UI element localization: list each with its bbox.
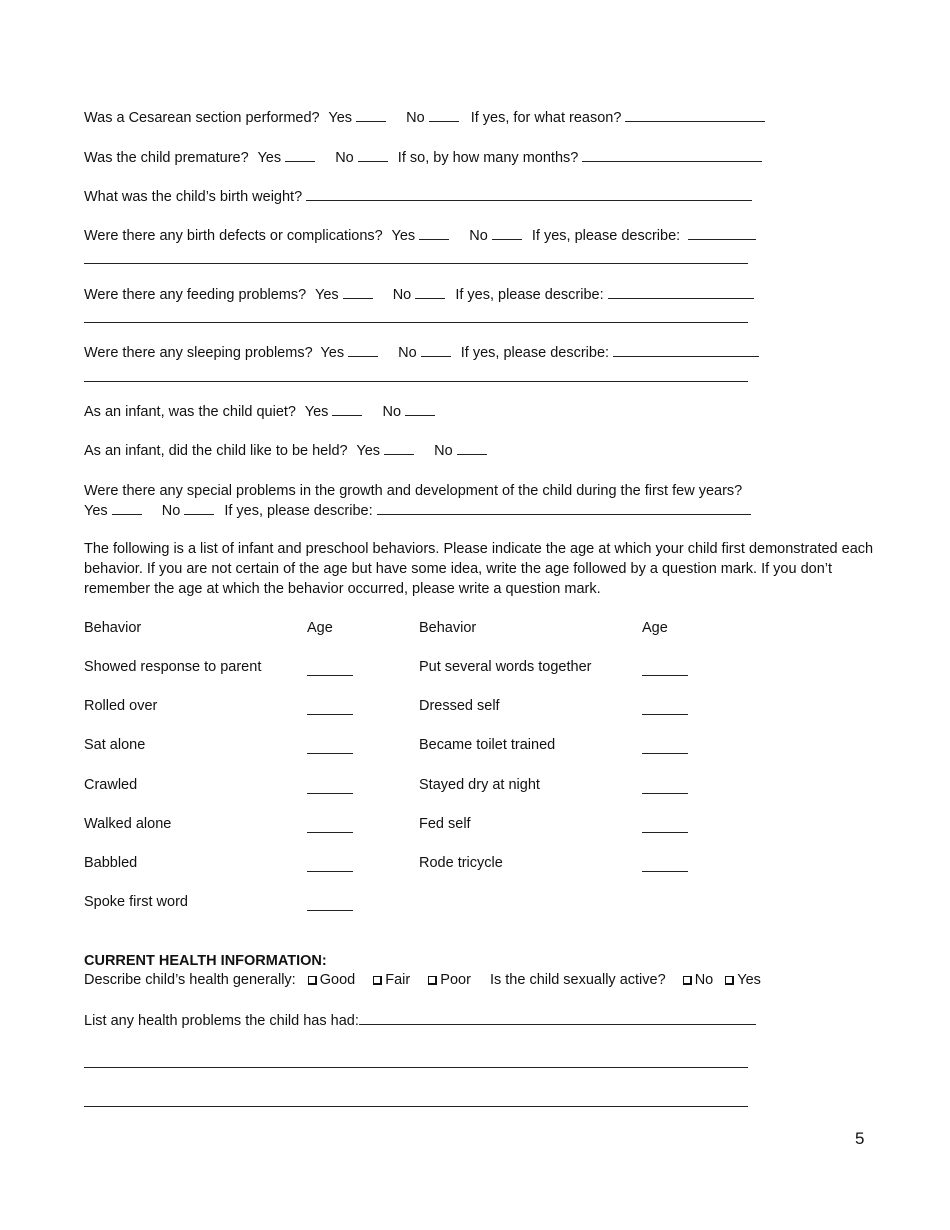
page-number: 5 xyxy=(855,1129,865,1148)
health-good-option[interactable]: Good xyxy=(308,972,355,988)
premature-no-field[interactable] xyxy=(358,148,388,162)
age-field[interactable] xyxy=(642,674,688,676)
feeding-describe-line[interactable] xyxy=(84,321,748,323)
behavior-item: Became toilet trained xyxy=(419,737,556,753)
behavior-header-left: Behavior xyxy=(84,620,142,636)
age-field[interactable] xyxy=(307,909,353,911)
feeding-no-field[interactable] xyxy=(415,285,445,299)
health-fair-option[interactable]: Fair xyxy=(373,972,410,988)
quiet-question: As an infant, was the child quiet? Yes No xyxy=(84,402,435,422)
defects-describe-line[interactable] xyxy=(84,262,748,264)
checkbox-icon[interactable] xyxy=(308,976,317,985)
cesarean-yes-field[interactable] xyxy=(356,108,386,122)
health-poor-option[interactable]: Poor xyxy=(428,972,471,988)
defects-describe-field[interactable] xyxy=(688,226,756,240)
age-field[interactable] xyxy=(307,792,353,794)
feeding-question: Were there any feeding problems? Yes No If yes, please describe: xyxy=(84,285,754,305)
premature-months-field[interactable] xyxy=(582,148,762,162)
health-describe-row: Describe child’s health generally: Good Fair Poor Is the child sexually active? No Yes xyxy=(84,972,761,988)
behavior-item: Fed self xyxy=(419,816,471,832)
feeding-yes-field[interactable] xyxy=(343,285,373,299)
defects-no-field[interactable] xyxy=(492,226,522,240)
age-header-left: Age xyxy=(307,620,333,636)
behavior-header-right: Behavior xyxy=(419,620,477,636)
premature-yes-field[interactable] xyxy=(285,148,315,162)
age-field[interactable] xyxy=(642,792,688,794)
sleeping-yes-field[interactable] xyxy=(348,343,378,357)
behavior-item: Crawled xyxy=(84,777,138,793)
behavior-item: Dressed self xyxy=(419,698,500,714)
behavior-item: Stayed dry at night xyxy=(419,777,540,793)
cesarean-reason-field[interactable] xyxy=(625,108,765,122)
checkbox-icon[interactable] xyxy=(725,976,734,985)
sleeping-describe-line[interactable] xyxy=(84,380,748,382)
behavior-item: Babbled xyxy=(84,855,138,871)
sleeping-describe-field[interactable] xyxy=(613,343,759,357)
defects-yes-field[interactable] xyxy=(419,226,449,240)
age-field[interactable] xyxy=(642,752,688,754)
behavior-item: Put several words together xyxy=(419,659,592,675)
health-problems-field[interactable] xyxy=(359,1011,756,1025)
defects-question: Were there any birth defects or complications? Yes No If yes, please describe: xyxy=(84,226,756,246)
special-question: Were there any special problems in the growth and development of the child during the first few years? xyxy=(84,483,743,499)
special-answer-row: Yes No If yes, please describe: xyxy=(84,501,751,521)
quiet-yes-field[interactable] xyxy=(332,402,362,416)
birth-weight-question: What was the child’s birth weight? xyxy=(84,187,752,207)
special-yes-field[interactable] xyxy=(112,501,142,515)
age-field[interactable] xyxy=(642,831,688,833)
special-describe-field[interactable] xyxy=(377,501,751,515)
behavior-item: Spoke first word xyxy=(84,894,188,910)
behavior-item: Sat alone xyxy=(84,737,146,753)
behavior-item: Rode tricycle xyxy=(419,855,503,871)
sexual-yes-option[interactable]: Yes xyxy=(725,972,761,988)
checkbox-icon[interactable] xyxy=(373,976,382,985)
checkbox-icon[interactable] xyxy=(683,976,692,985)
birth-weight-field[interactable] xyxy=(306,187,752,201)
premature-question: Was the child premature? Yes No If so, by how many months? xyxy=(84,148,762,168)
sleeping-no-field[interactable] xyxy=(421,343,451,357)
health-problems-row: List any health problems the child has had: xyxy=(84,1011,756,1031)
feeding-describe-field[interactable] xyxy=(608,285,754,299)
age-field[interactable] xyxy=(642,713,688,715)
age-field[interactable] xyxy=(307,870,353,872)
age-field[interactable] xyxy=(307,831,353,833)
age-header-right: Age xyxy=(642,620,668,636)
cesarean-no-field[interactable] xyxy=(429,108,459,122)
sexual-no-option[interactable]: No xyxy=(683,972,714,988)
health-problems-line[interactable] xyxy=(84,1066,748,1068)
quiet-no-field[interactable] xyxy=(405,402,435,416)
checkbox-icon[interactable] xyxy=(428,976,437,985)
held-no-field[interactable] xyxy=(457,441,487,455)
special-no-field[interactable] xyxy=(184,501,214,515)
cesarean-question: Was a Cesarean section performed? Yes No If yes, for what reason? xyxy=(84,108,765,128)
behavior-instructions: The following is a list of infant and preschool behaviors. Please indicate the age at which your child first demonstrated each behavior. If you are not certain of the age but have some idea, write the age followed by a question mark. If you don’t remember the age at which the behavior occurred, please write a question mark. xyxy=(84,541,874,597)
age-field[interactable] xyxy=(307,752,353,754)
behavior-item: Showed response to parent xyxy=(84,659,262,675)
held-yes-field[interactable] xyxy=(384,441,414,455)
age-field[interactable] xyxy=(307,713,353,715)
behavior-item: Walked alone xyxy=(84,816,172,832)
behavior-item: Rolled over xyxy=(84,698,158,714)
current-health-heading: CURRENT HEALTH INFORMATION: xyxy=(84,953,327,969)
sleeping-question: Were there any sleeping problems? Yes No If yes, please describe: xyxy=(84,343,759,363)
held-question: As an infant, did the child like to be held? Yes No xyxy=(84,441,487,461)
age-field[interactable] xyxy=(642,870,688,872)
age-field[interactable] xyxy=(307,674,353,676)
health-problems-line[interactable] xyxy=(84,1105,748,1107)
